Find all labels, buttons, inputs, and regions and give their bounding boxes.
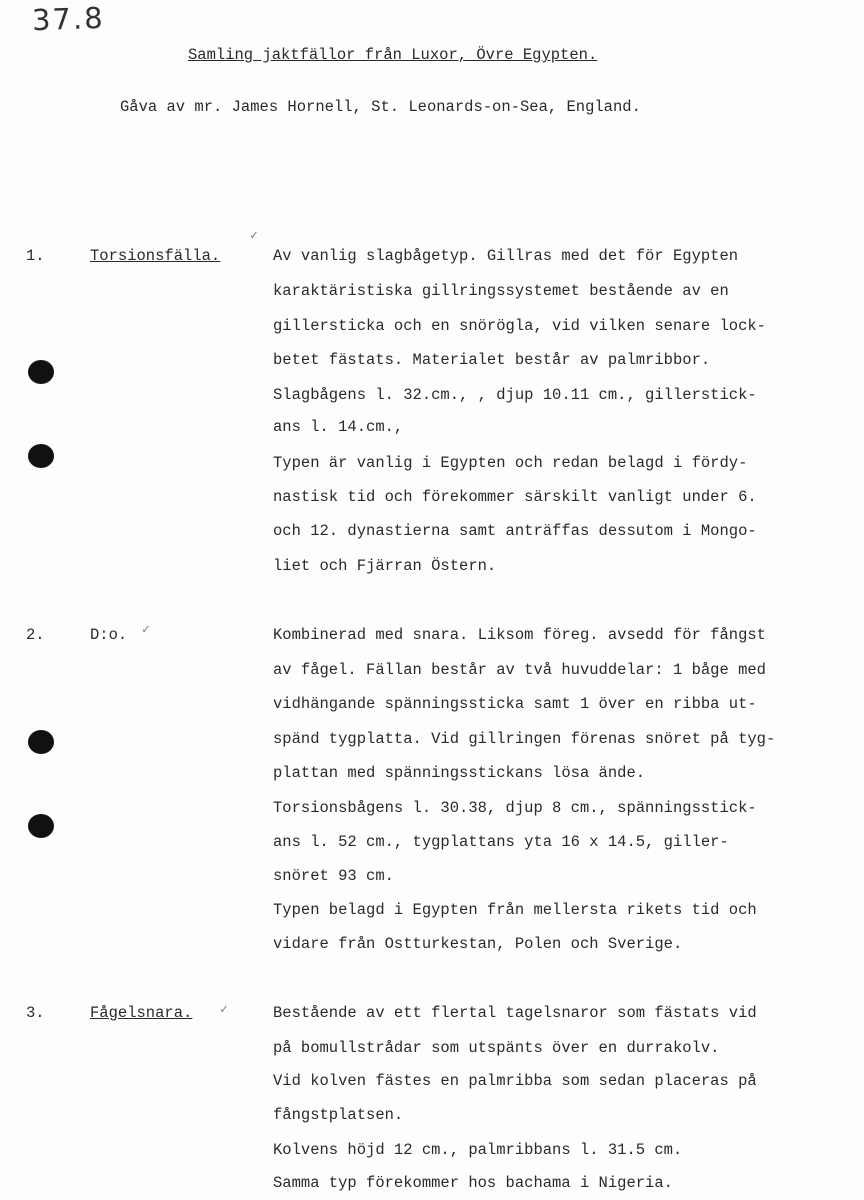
entry-line: ans l. 14.cm., (273, 418, 404, 436)
check-mark: ✓ (142, 622, 150, 637)
entry-line: plattan med spänningsstickans lösa ände. (273, 764, 646, 782)
entry-line: Kolvens höjd 12 cm., palmribbans l. 31.5 cm. (273, 1141, 683, 1159)
entry-line: Bestående av ett flertal tagelsnaror som fästats vid (273, 1004, 757, 1022)
check-mark: ✓ (220, 1002, 228, 1017)
punch-hole (28, 360, 54, 384)
punch-hole (28, 444, 54, 468)
entry-line: Slagbågens l. 32.cm., , djup 10.11 cm., gillerstick- (273, 386, 757, 404)
entry-line: Torsionsbågens l. 30.38, djup 8 cm., spänningsstick- (273, 799, 757, 817)
entry-line: Typen belagd i Egypten från mellersta rikets tid och (273, 901, 757, 919)
entry-line: och 12. dynastierna samt anträffas dessutom i Mongo- (273, 522, 757, 540)
entry-line: snöret 93 cm. (273, 867, 394, 885)
entry-line: Vid kolven fästes en palmribba som sedan placeras på (273, 1072, 757, 1090)
entry-line: Samma typ förekommer hos bachama i Nigeria. (273, 1174, 673, 1192)
entry-line: vidhängande spänningssticka samt 1 över en ribba ut- (273, 695, 757, 713)
entry-number: 1. (26, 247, 45, 265)
check-mark: ✓ (250, 228, 258, 243)
entry-line: på bomullstrådar som utspänts över en durrakolv. (273, 1039, 720, 1057)
entry-label: Torsionsfälla. (90, 247, 221, 265)
entry-line: Typen är vanlig i Egypten och redan belagd i fördy- (273, 454, 748, 472)
entry-line: nastisk tid och förekommer särskilt vanligt under 6. (273, 488, 757, 506)
entry-label: D:o. (90, 626, 128, 644)
punch-hole (28, 730, 54, 754)
entry-label: Fågelsnara. (90, 1004, 193, 1022)
entry-number: 3. (26, 1004, 45, 1022)
handwritten-number: 37.8 (31, 0, 106, 38)
entry-line: Av vanlig slagbågetyp. Gillras med det för Egypten (273, 247, 739, 265)
punch-hole (28, 814, 54, 838)
entry-line: av fågel. Fällan består av två huvuddelar: 1 båge med (273, 661, 766, 679)
entry-line: betet fästats. Materialet består av palmribbor. (273, 351, 711, 369)
entry-line: vidare från Ostturkestan, Polen och Sverige. (273, 935, 683, 953)
entry-line: karaktäristiska gillringssystemet bestående av en (273, 282, 729, 300)
entry-line: Kombinerad med snara. Liksom föreg. avsedd för fångst (273, 626, 766, 644)
document-title: Samling jaktfällor från Luxor, Övre Egypten. (188, 46, 598, 64)
entry-line: liet och Fjärran Östern. (273, 557, 497, 575)
entry-number: 2. (26, 626, 45, 644)
document-subtitle: Gåva av mr. James Hornell, St. Leonards-on-Sea, England. (120, 98, 641, 116)
entry-line: spänd tygplatta. Vid gillringen förenas snöret på tyg- (273, 730, 776, 748)
entry-line: ans l. 52 cm., tygplattans yta 16 x 14.5, giller- (273, 833, 729, 851)
entry-line: fångstplatsen. (273, 1106, 404, 1124)
entry-line: gillersticka och en snörögla, vid vilken senare lock- (273, 317, 766, 335)
